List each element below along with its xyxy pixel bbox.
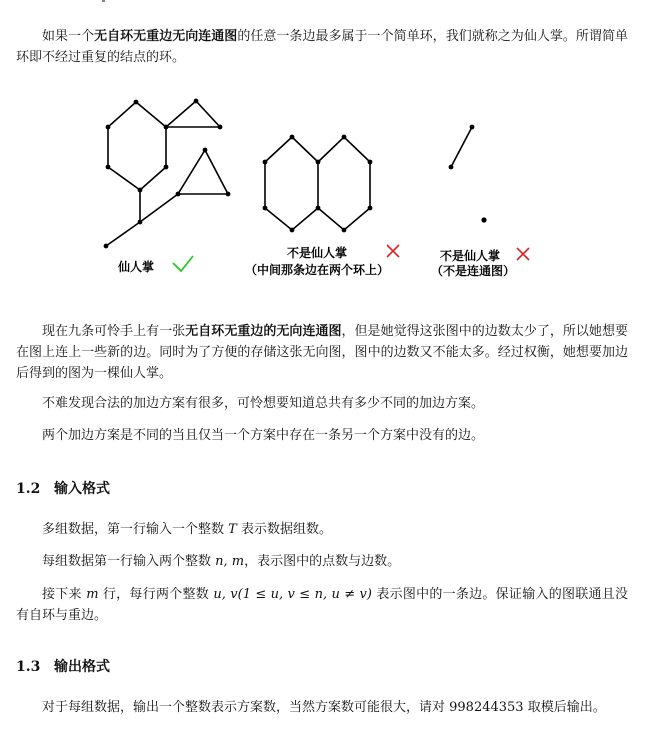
cactus-nodes [104, 99, 231, 249]
label-cactus: 仙人掌 [118, 260, 155, 274]
input-format-heading [16, 478, 110, 498]
label-not-cactus-1: 不是仙人掌 [287, 246, 348, 260]
cactus-graph [106, 101, 228, 246]
cactus-top-triangle [166, 101, 220, 127]
check-icon [173, 256, 193, 271]
section-title: 输入格式 [54, 481, 110, 497]
output-format-heading [16, 656, 110, 676]
story-bold-term: 无自环无重边的无向连通图 [185, 324, 342, 339]
story-text-c: ，但是她觉得这张图中的边数太少了，所以她想要在图上连上一些新的边。同时为了方便的存储这张无向图，图中的边数又不能太多。经过权衡，她想要加边后得到的图为一棵仙人掌。 [16, 324, 628, 381]
input-l3-math: u, v(1 ≤ u, v ≤ n, u ≠ v) [213, 587, 372, 602]
double-hexagon-graph [265, 137, 370, 230]
cactus-lower-triangle [178, 150, 228, 194]
intro-text-a: 如果一个 [42, 29, 95, 44]
cross-icon-1 [387, 245, 399, 257]
input-l1-text-b: 表示数据组数。 [236, 522, 332, 537]
input-l2-var: n, m [215, 554, 245, 569]
disconnected-graph [449, 125, 487, 223]
cactus-hexagon [108, 102, 166, 190]
cross-icon-2 [517, 248, 529, 260]
story-text-a: 现在九条可怜手上有一张 [42, 324, 186, 339]
input-l3-var: m [86, 587, 99, 602]
input-l1-text: 多组数据，第一行输入一个整数 [42, 522, 229, 537]
input-l2-text: 每组数据第一行输入两个整数 [42, 554, 216, 569]
story-paragraph [16, 321, 628, 384]
scan-mark [102, 0, 105, 2]
section-number: 1.3 [16, 659, 41, 675]
intro-paragraph [16, 26, 628, 68]
label-not-cactus-2: 不是仙人掌 [440, 249, 501, 263]
story-p4: 两个加边方案是不同的当且仅当一个方案中存在一条另一个方案中没有的边。 [42, 428, 485, 443]
output-line-1: 对于每组数据，输出一个整数表示方案数，当然方案数可能很大，请对 998244353 取模后输出。 [42, 700, 606, 715]
story-p3: 不难发现合法的加边方案有很多，可怜想要知道总共有多少不同的加边方案。 [42, 396, 485, 411]
input-l2-text-b: ，表示图中的点数与边数。 [244, 554, 401, 569]
input-line-2 [16, 551, 628, 572]
section-number: 1.2 [16, 481, 41, 497]
cactus-figure [0, 80, 659, 290]
input-l3-text-b: 行，每行两个整数 [98, 587, 214, 602]
label-not-cactus-1-reason: （中间那条边在两个环上） [245, 263, 390, 277]
label-not-cactus-2-reason: （不是连通图） [431, 264, 516, 278]
input-line-1 [16, 519, 628, 540]
input-l3-text-c: 表示图中的一条边。保证输入的图联通且没有自环与重边。 [16, 587, 629, 623]
input-line-3 [16, 584, 628, 626]
intro-bold-term: 无自环无重边无向连通图 [94, 29, 238, 44]
intro-text-c: 的任意一条边最多属于一个简单环，我们就称之为仙人掌。所谓简单环即不经过重复的结点的环。 [16, 29, 628, 65]
input-l3-text: 接下来 [42, 587, 87, 602]
section-title: 输出格式 [54, 659, 110, 675]
input-l1-var: T [228, 522, 237, 537]
